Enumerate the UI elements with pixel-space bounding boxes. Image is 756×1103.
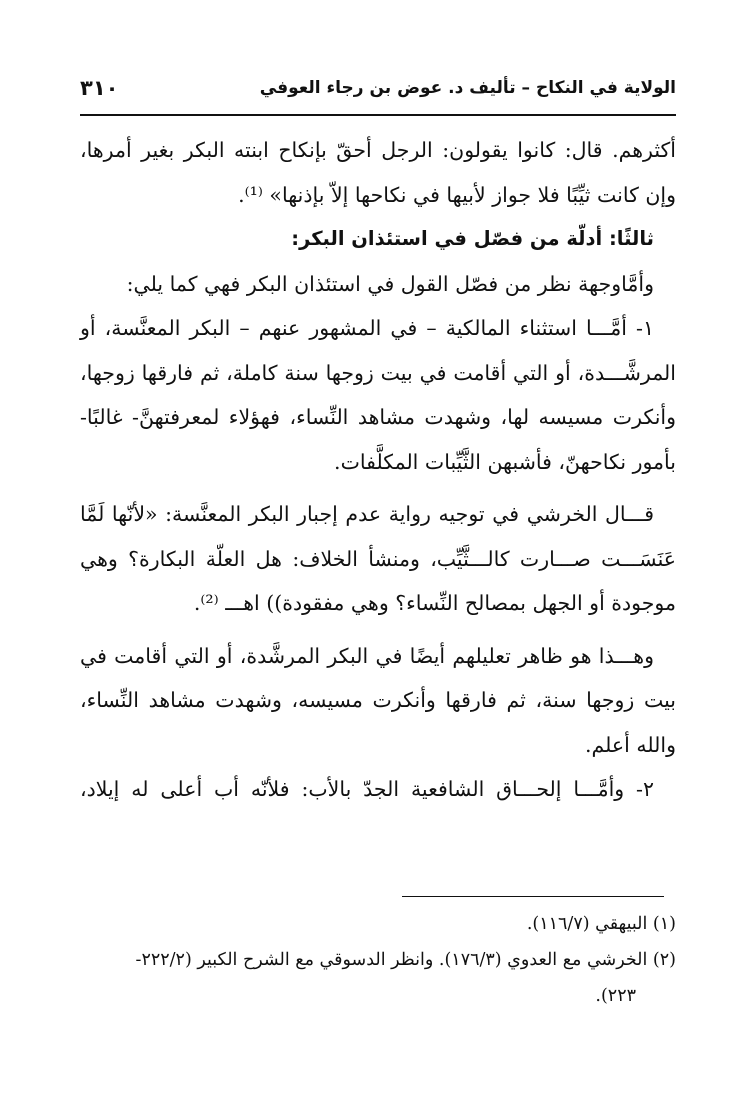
list-item-2: ٢- وأمَّـــا إلحـــاق الشافعية الجدّ بالأب: فلأنّه أب أعلى له إيلاد، bbox=[80, 777, 654, 801]
body-line: والله أعلم. bbox=[584, 732, 676, 757]
footnote-separator bbox=[402, 896, 664, 897]
footnote-1: (١) البيهقي (١١٦/٧). bbox=[526, 914, 676, 934]
body-line: بيت زوجها سنة، ثم فارقها وأنكرت مسيسه، وشهدت مشاهد النِّساء، bbox=[80, 688, 676, 712]
list-item-1: ١- أمَّـــا استثناء المالكية – في المشهور عنهم – البكر المعنَّسة، أو bbox=[80, 316, 654, 340]
body-line: عَنَسَـــت صـــارت كالـــثَّيِّب، ومنشأ الخلاف: هل العلّة البكارة؟ وهي bbox=[80, 546, 676, 571]
running-header bbox=[80, 70, 676, 116]
section-heading: ثالثًا: أدلّة من فصّل في استئذان البكر: bbox=[291, 227, 654, 250]
quote-paragraph: قـــال الخرشي في توجيه رواية عدم إجبار البكر المعنَّسة: «لأنّها لَمَّا bbox=[80, 502, 654, 526]
body-line: وأمَّاوجهة نظر من فصّل القول في استئذان البكر فهي كما يلي: bbox=[126, 271, 654, 296]
header-divider bbox=[80, 114, 676, 116]
header-title: الولاية في النكاح – تأليف د. عوض بن رجاء العوفي bbox=[259, 78, 676, 98]
body-line: وإن كانت ثيِّبًا فلا جواز لأبيها في نكاحها إلاّ بإذنها» ⁽¹⁾. bbox=[238, 182, 676, 207]
body-line: وأنكرت مسيسه لها، وشهدت مشاهد النِّساء، فهؤلاء لمعرفتهنَّ- غالبًا- bbox=[80, 405, 676, 429]
body-line: موجودة أو الجهل بمصالح النِّساء؟ وهي مفقودة)) اهـــ ⁽²⁾. bbox=[193, 591, 676, 615]
body-line: بأمور نكاحهنّ، فأشبهن الثَّيِّبات المكلَّفات. bbox=[334, 449, 676, 474]
footnote-2: (٢) الخرشي مع العدوي (١٧٦/٣). وانظر الدسوقي مع الشرح الكبير (٢٢٢/٢- bbox=[135, 950, 676, 970]
footnote-2-continuation: ٢٢٣). bbox=[595, 986, 636, 1006]
body-text bbox=[80, 128, 676, 812]
paragraph: وهـــذا هو ظاهر تعليلهم أيضًا في البكر المرشَّدة، أو التي أقامت في bbox=[80, 643, 654, 668]
body-line: أكثرهم. قال: كانوا يقولون: الرجل أحقّ بإنكاح ابنته البكر بغير أمرها، bbox=[80, 138, 676, 162]
page-number: ٣١٠ bbox=[80, 76, 119, 100]
footnotes bbox=[80, 906, 676, 1014]
body-line: المرشَّـــدة، أو التي أقامت في بيت زوجها سنة كاملة، ثم فارقها زوجها، bbox=[80, 360, 676, 385]
